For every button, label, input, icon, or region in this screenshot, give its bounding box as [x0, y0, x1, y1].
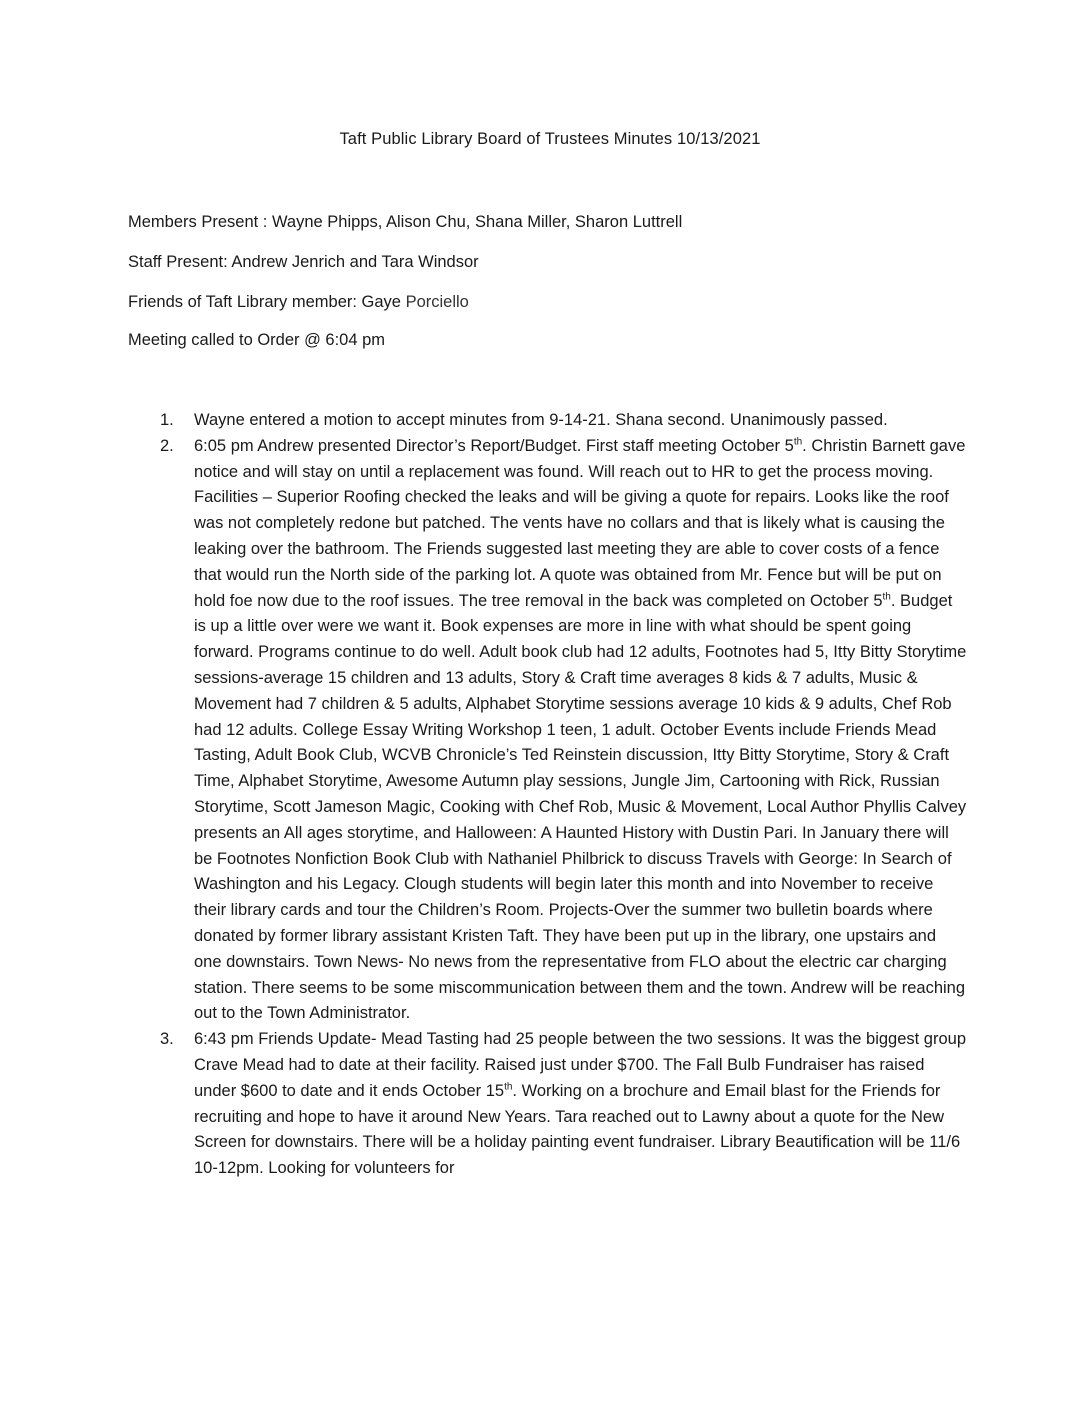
friends-member: [128, 293, 469, 312]
item-text: . Christin Barnett gave notice and will stay on until a replacement was found. Will reach out to HR to get the process moving. Facilities – Superior Roofing checked the leaks and will be giving a quote for repairs. Looks like the roof was not completely redone but patched. The vents have no collars and that is likely what is causing the leaking over the bathroom. The Friends suggested last meeting they are able to cover costs of a fence that would run the North side of the parking lot. A quote was obtained from Mr. Fence but will be put on hold foe now due to the roof issues. The tree removal in the back was completed on October 5: [194, 436, 966, 610]
item-number: 1.: [160, 411, 174, 429]
friends-member-label: Friends of Taft Library member: Gaye: [128, 293, 406, 311]
item-text: 6:05 pm Andrew presented Director’s Report/Budget. First staff meeting October 5: [194, 436, 794, 455]
ordinal-suffix: th: [882, 591, 891, 603]
item-text: . Budget is up a little over were we want it. Book expenses are more in line with what should be spent going forward. Programs continue to do well. Adult book club had 12 adults, Footnotes had 5, Itty Bitty Storytime sessions-average 15 children and 13 adults, Story & Craft time averages 8 kids & 7 adults, Music & Movement had 7 children & 5 adults, Alphabet Storytime sessions average 10 kids & 9 adults, Chef Rob had 12 adults. College Essay Writing Workshop 1 teen, 1 adult. October Events include Friends Mead Tasting, Adult Book Club, WCVB Chronicle’s Ted Reinstein discussion, Itty Bitty Storytime, Story & Craft Time, Alphabet Storytime, Awesome Autumn play sessions, Jungle Jim, Cartooning with Rick, Russian Storytime, Scott Jameson Magic, Cooking with Chef Rob, Music & Movement, Local Author Phyllis Calvey presents an All ages storytime, and Halloween: A Haunted History with Dustin Pari. In January there will be Footnotes Nonfiction Book Club with Nathaniel Philbrick to discuss Travels with George: In Search of Washington and his Legacy. Clough students will begin later this month and into November to receive their library cards and tour the Children’s Room. Projects-Over the summer two bulletin boards where donated by former library assistant Kristen Taft. They have been put up in the library, one upstairs and one downstairs. Town News- No news from the representative from FLO about the electric car charging station. There seems to be some miscommunication between them and the town. Andrew will be reaching out to the Town Administrator.: [194, 591, 967, 1023]
minutes-list: [128, 408, 968, 1182]
members-present: Members Present : Wayne Phipps, Alison Chu, Shana Miller, Sharon Luttrell: [128, 213, 683, 231]
list-item: [128, 1027, 968, 1182]
item-text: Wayne entered a motion to accept minutes from 9-14-21. Shana second. Unanimously passed.: [194, 411, 888, 429]
ordinal-suffix: th: [504, 1081, 513, 1093]
item-number: 2.: [160, 436, 174, 455]
list-item: [128, 408, 968, 434]
item-text: . Working on a brochure and Email blast for the Friends for recruiting and hope to have it around New Years. Tara reached out to Lawny about a quote for the New Screen for downstairs. There will be a holiday painting event fundraiser. Library Beautification will be 11/6 10-12pm. Looking for volunteers for: [194, 1081, 961, 1178]
item-text: 6:43 pm Friends Update- Mead Tasting had 25 people between the two sessions. It was the biggest group Crave Mead had to date at their facility. Raised just under $700. The Fall Bulb Fundraiser has raised under $600 to date and it ends October 15: [194, 1030, 967, 1100]
document-title: Taft Public Library Board of Trustees Minutes 10/13/2021: [339, 130, 761, 148]
friends-member-name: Porciello: [405, 293, 469, 311]
ordinal-suffix: th: [793, 436, 803, 448]
staff-present: Staff Present: Andrew Jenrich and Tara Windsor: [128, 253, 479, 271]
list-item: [128, 434, 968, 1027]
item-number: 3.: [160, 1030, 174, 1049]
meeting-called: Meeting called to Order @ 6:04 pm: [128, 331, 386, 349]
